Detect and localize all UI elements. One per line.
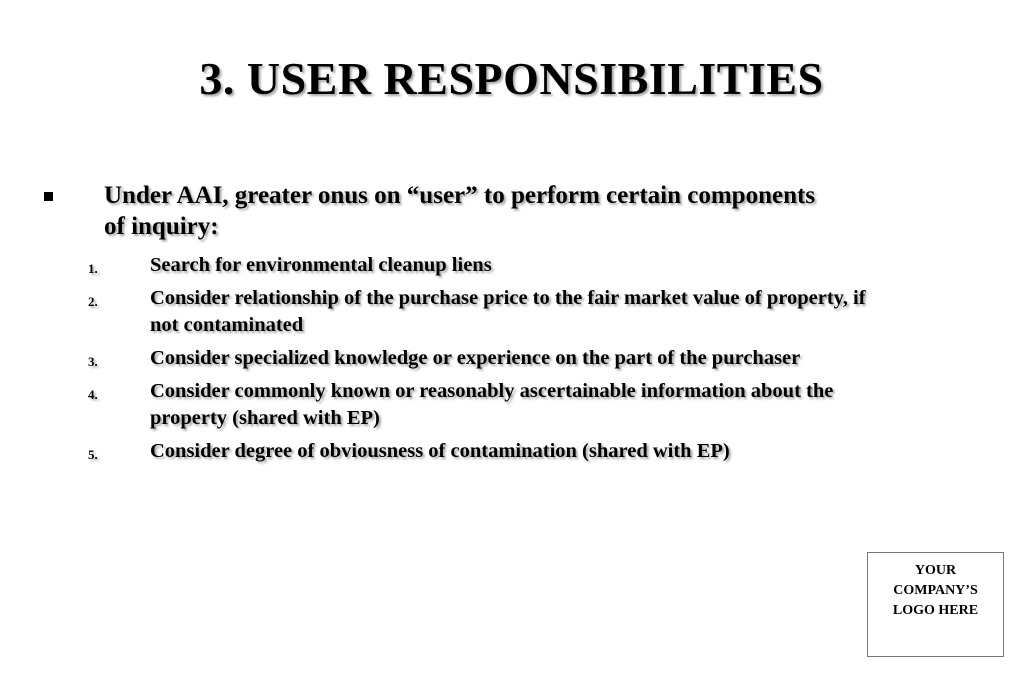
list-item xyxy=(88,252,888,279)
numbered-list xyxy=(88,252,888,471)
list-item xyxy=(88,285,888,339)
main-bullet-text: Under AAI, greater onus on “user” to perform certain components of inquiry: xyxy=(104,182,816,240)
list-item-text: Consider degree of obviousness of contamination (shared with EP) xyxy=(150,440,730,462)
list-item-number: 4. xyxy=(88,387,98,402)
square-bullet-icon xyxy=(44,192,53,201)
list-item xyxy=(88,345,888,372)
logo-text-line: LOGO HERE xyxy=(892,603,979,618)
logo-text-line: YOUR xyxy=(914,563,957,578)
list-item-number: 3. xyxy=(88,354,98,369)
list-item-text: Consider relationship of the purchase price to the fair market value of property, if not contaminated xyxy=(150,287,866,336)
logo-text-line: COMPANY’S xyxy=(893,583,978,598)
list-item xyxy=(88,438,888,465)
list-item-text: Consider specialized knowledge or experience on the part of the purchaser xyxy=(150,347,801,369)
list-item-number: 1. xyxy=(88,261,98,276)
list-item-text: Consider commonly known or reasonably ascertainable information about the property (shared with EP) xyxy=(150,380,834,429)
list-item-number: 5. xyxy=(88,447,98,462)
list-item xyxy=(88,378,888,432)
list-item-text: Search for environmental cleanup liens xyxy=(150,254,492,276)
logo-placeholder xyxy=(867,552,1004,657)
list-item-number: 2. xyxy=(88,294,98,309)
slide-title: 3. USER RESPONSIBILITIES xyxy=(199,53,824,104)
